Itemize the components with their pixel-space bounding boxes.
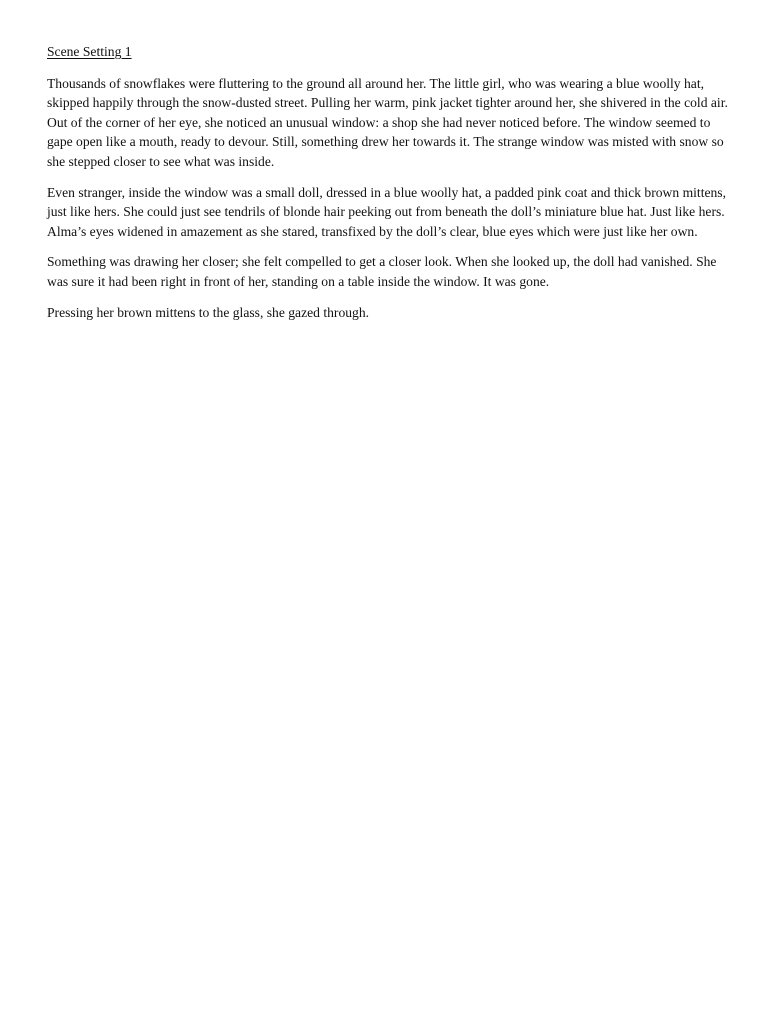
scene-heading: Scene Setting 1 [47,44,132,59]
paragraph-4: Pressing her brown mittens to the glass, she gazed through. [47,304,370,320]
paragraph-2: Even stranger, inside the window was a small doll, dressed in a blue woolly hat, a padded pink coat and thick brown mittens, just like hers. She could just see tendrils of blonde hair peeking out from beneath the doll’s miniature blue hat. Just like hers. Alma’s eyes widened in amazement as she stared, transfixed by the doll’s clear, blue eyes which were just like her own. [47,184,726,239]
paragraph-3: Something was drawing her closer; she felt compelled to get a closer look. When she looked up, the doll had vanished. She was sure it had been right in front of her, standing on a table inside the window. It was gone. [47,254,717,289]
document-page [47,42,737,333]
paragraph-1: Thousands of snowflakes were fluttering to the ground all around her. The little girl, who was wearing a blue woolly hat, skipped happily through the snow-dusted street. Pulling her warm, pink jacket tighter around her, she shivered in the cold air. Out of the corner of her eye, she noticed an unusual window: a shop she had never noticed before. The window seemed to gape open like a mouth, ready to devour. Still, something drew her towards it. The strange window was misted with snow so she stepped closer to see what was inside. [47,75,728,169]
